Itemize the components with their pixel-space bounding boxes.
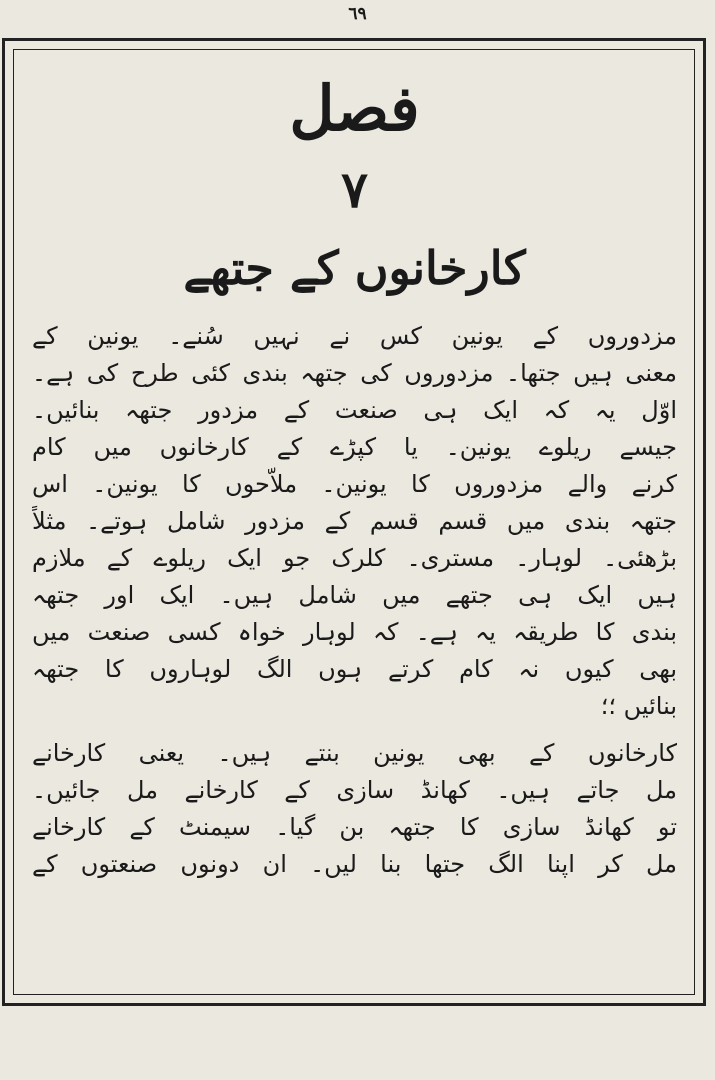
text-line: جتھہ بندی میں قسم قسم کے مزدور شامل ہوتے۔ مثلاً — [32, 507, 677, 535]
text-line: معنی ہیں جتھا۔ مزدوروں کی جتھہ بندی کئی طرح کی ہے۔ — [32, 359, 677, 387]
text-line: کرنے والے مزدوروں کا یونین۔ ملاّحوں کا یونین۔ اس — [32, 470, 677, 498]
text-line: بڑھئی۔ لوہار۔ مستری۔ کلرک جو ایک ریلوے کے ملازم — [32, 544, 677, 572]
text-line: بندی کا طریقہ یہ ہے۔ کہ لوہار خواہ کسی صنعت میں — [32, 618, 677, 646]
page-number: ٦٩ — [348, 4, 367, 24]
paragraph-2 — [32, 735, 677, 883]
text-line: مزدوروں کے یونین کس نے نہیں سُنے۔ یونین کے — [32, 322, 677, 350]
text-line: جیسے ریلوے یونین۔ یا کپڑے کے کارخانوں میں کام — [32, 433, 677, 461]
text-line: مل کر اپنا الگ جتھا بنا لیں۔ ان دونوں صنعتوں کے — [32, 850, 677, 878]
text-line: کارخانوں کے بھی یونین بنتے ہیں۔ یعنی کارخانے — [32, 739, 677, 767]
text-line: بھی کیوں نہ کام کرتے ہوں الگ لوہاروں کا جتھہ — [32, 655, 677, 683]
text-line: بنائیں ؛؛ — [600, 692, 677, 720]
chapter-title: کارخانوں کے جتھے — [183, 241, 526, 295]
text-line: اوّل یہ کہ ایک ہی صنعت کے مزدور جتھہ بنائیں۔ — [32, 396, 677, 424]
chapter-number: ۷ — [341, 160, 368, 219]
text-line: تو کھانڈ سازی کا جتھہ بن گیا۔ سیمنٹ کے کارخانے — [32, 813, 677, 841]
text-line: ہیں ایک ہی جتھے میں شامل ہیں۔ ایک اور جتھہ — [32, 581, 677, 609]
text-line: مل جاتے ہیں۔ کھانڈ سازی کے کارخانے مل جائیں۔ — [32, 776, 677, 804]
paragraph-1 — [32, 318, 677, 725]
page-content — [32, 56, 677, 991]
chapter-heading: فصل — [289, 72, 420, 145]
